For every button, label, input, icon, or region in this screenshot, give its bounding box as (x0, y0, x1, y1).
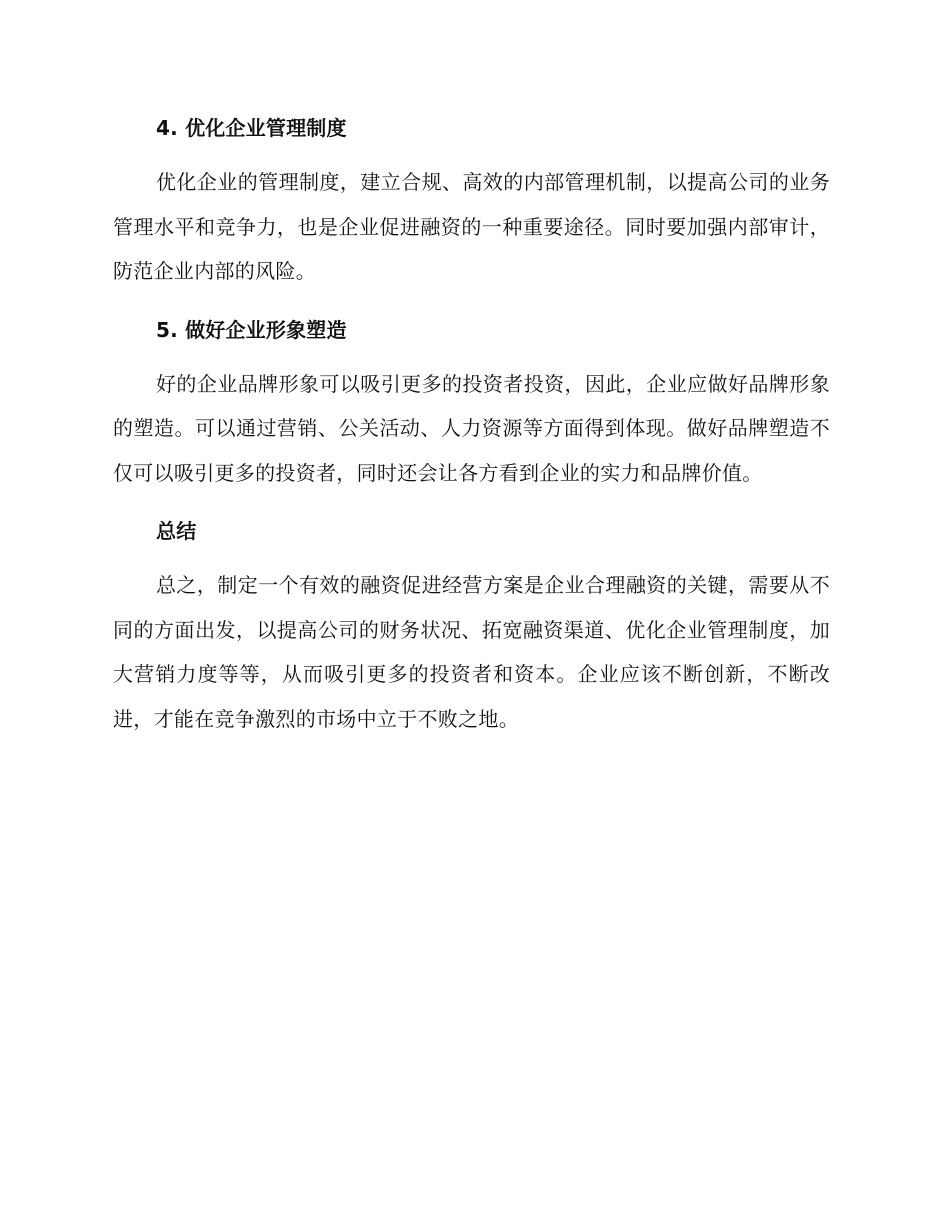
section-paragraph: 优化企业的管理制度，建立合规、高效的内部管理机制，以提高公司的业务管理水平和竞争力，也是企业促进融资的一种重要途径。同时要加强内部审计，防范企业内部的风险。 (113, 170, 830, 283)
section-brand-image (113, 312, 830, 514)
section-heading: 4. 优化企业管理制度 (156, 116, 347, 140)
section-heading: 5. 做好企业形象塑造 (156, 317, 347, 342)
section-heading: 总结 (156, 519, 197, 543)
section-paragraph: 好的企业品牌形象可以吸引更多的投资者投资，因此，企业应做好品牌形象的塑造。可以通过营销、公关活动、人力资源等方面得到体现。做好品牌塑造不仅可以吸引更多的投资者，同时还会让各方看到企业的实力和品牌价值。 (113, 371, 830, 485)
section-paragraph: 总之，制定一个有效的融资促进经营方案是企业合理融资的关键，需要从不同的方面出发，以提高公司的财务状况、拓宽融资渠道、优化企业管理制度，加大营销力度等等，从而吸引更多的投资者和资本。企业应该不断创新，不断改进，才能在竞争激烈的市场中立于不败之地。 (113, 573, 830, 731)
section-summary (113, 513, 830, 741)
section-optimize-management (113, 110, 830, 312)
